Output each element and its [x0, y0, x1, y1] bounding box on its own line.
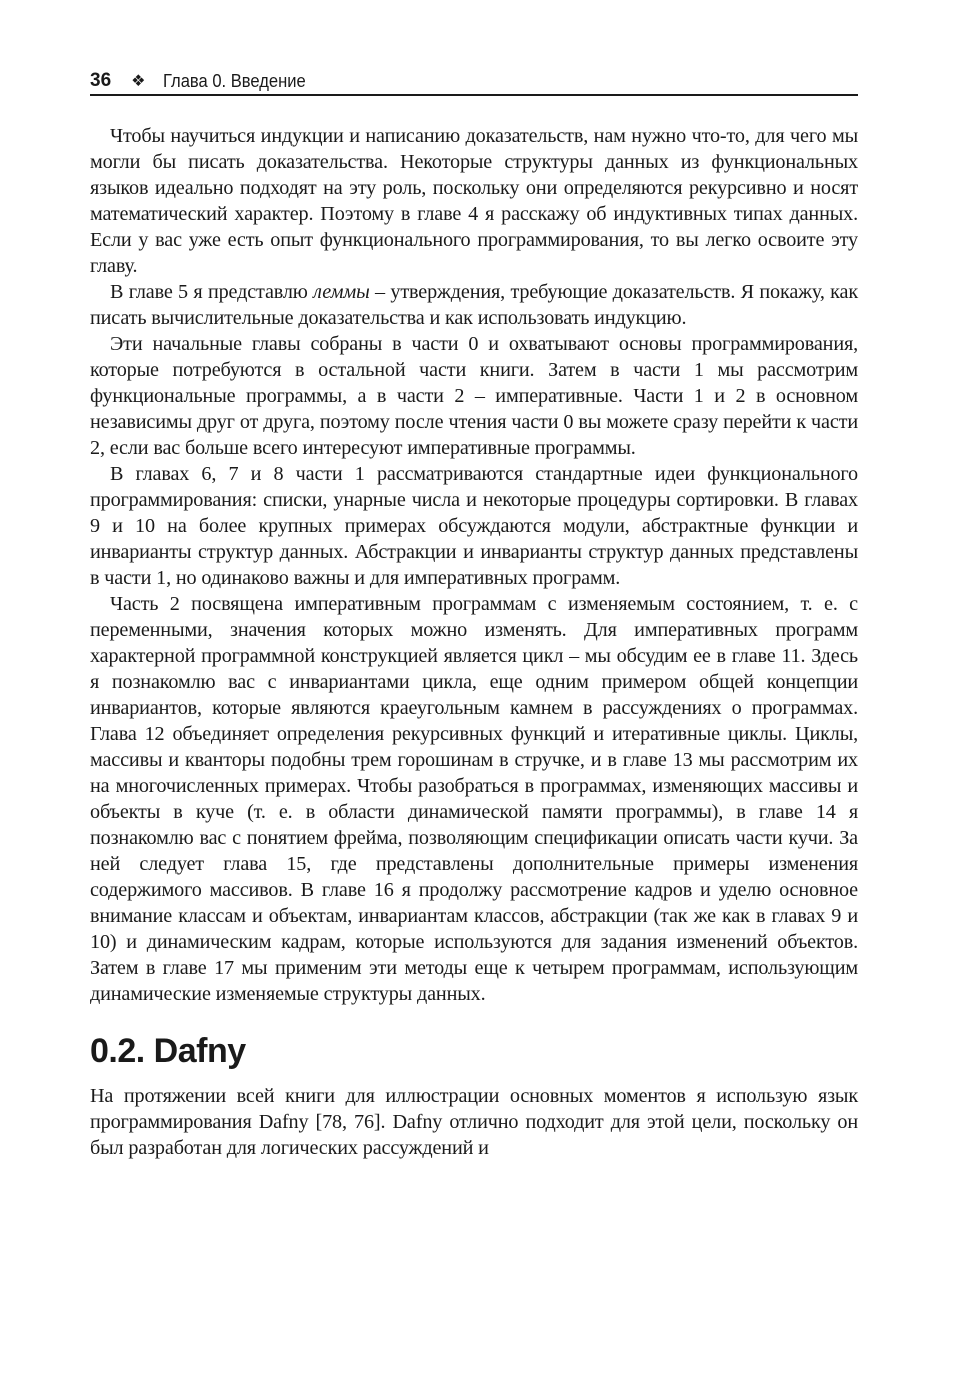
paragraph: На протяжении всей книги для иллюстрации основных моментов я использую язык программирования Dafny [78, 76]. Dafny отлично подходит для этой цели, поскольку он был разработан для логических рассуждений и [90, 1085, 858, 1159]
ornament-icon: ❖ [131, 73, 146, 90]
paragraph: Чтобы научиться индукции и написанию доказательств, нам нужно что-то, для чего мы могли бы писать доказательства. Некоторые структуры данных из функциональных языков идеально подходят на эту роль, поскольку они определяются рекурсивно и носят математический характер. Поэтому в главе 4 я расскажу об индуктивных типах данных. Если у вас уже есть опыт функционального программирования, то вы легко освоите эту главу. [90, 125, 858, 277]
paragraph: Эти начальные главы собраны в части 0 и охватывают основы программирования, которые потребуются в остальной части книги. Затем в части 1 мы рассмотрим функциональные программы, а в части 2 – императивные. Части 1 и 2 в основном независимы друг от друга, поэтому после чтения части 0 вы можете сразу перейти к части 2, если вас больше всего интересуют императивные программы. [90, 333, 858, 459]
section-heading: 0.2. Dafny [90, 1032, 246, 1070]
paragraph-text: – утверждения, требующие доказательств. Я покажу, как писать вычислительные доказательства и как использовать индукцию. [90, 281, 858, 329]
section-text [90, 1083, 858, 1161]
chapter-title: Глава 0. Введение [163, 71, 307, 91]
page-number: 36 [90, 70, 112, 91]
paragraph: В главах 6, 7 и 8 части 1 рассматриваются стандартные идеи функционального программирования: списки, унарные числа и некоторые процедуры сортировки. В главах 9 и 10 на более крупных примерах обсуждаются модули, абстрактные функции и инварианты структур данных. Абстракции и инварианты структур данных представлены в части 1, но одинаково важны и для императивных программ. [90, 463, 858, 589]
paragraph [90, 279, 858, 331]
emphasized-term: леммы [313, 281, 370, 303]
running-head [90, 66, 858, 96]
book-page [90, 66, 858, 1161]
paragraph: Часть 2 посвящена императивным программам с изменяемым состоянием, т. е. с переменными, значения которых можно изменять. Для императивных программ характерной программной конструкцией является цикл – мы обсудим ее в главе 11. Здесь я познакомлю вас с инвариантами цикла, еще одним примером общей концепции инвариантов, которые являются краеугольным камнем в рассуждениях о программах. Глава 12 объединяет определения рекурсивных функций и итеративные циклы. Циклы, массивы и кванторы подобны трем горошинам в стручке, и в главе 13 мы рассмотрим их на многочисленных примерах. Чтобы разобраться в программах, изменяющих массивы и объекты в куче (т. е. в области динамической памяти программы), в главе 14 я познакомлю вас с понятием фрейма, позволяющим спецификации описать части кучи. За ней следует глава 15, где представлены дополнительные примеры изменения содержимого массивов. В главе 16 я продолжу рассмотрение кадров и уделю основное внимание классам и объектам, инвариантам классов, абстракции (так же как в главах 9 и 10) и динамическим кадрам, которые используются для задания изменений объектов. Затем в главе 17 мы применим эти методы еще к четырем программам, использующим динамические изменяемые структуры данных. [90, 593, 858, 1005]
body-text [90, 123, 858, 1007]
paragraph-text: В главе 5 я представлю [110, 281, 314, 303]
